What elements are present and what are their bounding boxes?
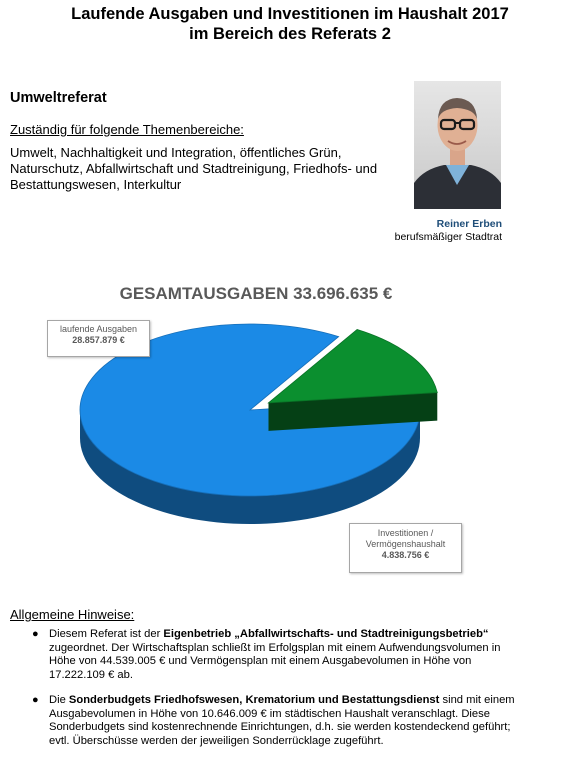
portrait-image (414, 81, 501, 209)
person-name: Reiner Erben (436, 218, 502, 230)
hint-item (32, 694, 519, 748)
responsibility-label: Zuständig für folgende Themenbereiche: (10, 122, 244, 137)
hint-text-post: sind mit einem Ausgabevolumen in Höhe von 10.646.009 € im städtischen Haushalt veranschlagt. Diese Sonderbudgets sind kostenrechnende Einrichtungen, d.h. sie werden kostendeckend geführt; evtl. Überschüsse werden der jeweiligen Sonderrücklage zugeführt. (49, 694, 515, 747)
hint-text-bold: Sonderbudgets Friedhofswesen, Krematorium und Bestattungsdienst (68, 694, 440, 706)
chart-title: GESAMTAUSGABEN 33.696.635 € (119, 284, 393, 303)
person-photo (414, 81, 501, 209)
bullet-dot: ● (32, 628, 39, 640)
callout-value-laufende: 28.857.879 € (72, 335, 125, 345)
hint-text-post: zugeordnet. Der Wirtschaftsplan schließt im Erfolgsplan mit einem Aufwendungsvolumen in Höhe von 44.539.005 € und Vermögensplan mit einem Ausgabevolumen in Höhe von 17.222.109 € ab. (49, 641, 501, 681)
hint-text-bold: Eigenbetrieb „Abfallwirtschafts- und Stadtreinigungsbetrieb“ (163, 628, 489, 640)
hints-heading: Allgemeine Hinweise: (10, 607, 135, 622)
callout-value-investitionen: 4.838.756 € (381, 550, 430, 560)
callout-investitionen (349, 523, 462, 573)
hint-item (32, 628, 519, 682)
title-line-2: im Bereich des Referats 2 (189, 25, 391, 43)
callout-laufende-ausgaben (47, 320, 150, 357)
person-role: berufsmäßiger Stadtrat (394, 231, 502, 243)
bullet-dot: ● (32, 694, 39, 706)
hint-text-pre: Diesem Referat ist der (49, 628, 164, 640)
page-title (0, 4, 580, 44)
hint-text-pre: Die (49, 694, 69, 706)
department-heading: Umweltreferat (10, 90, 107, 106)
callout-label-laufende: laufende Ausgaben (59, 324, 138, 334)
title-line-1: Laufende Ausgaben und Investitionen im Haushalt 2017 (71, 5, 509, 23)
callout-label-investitionen: Investitionen / Vermögenshaushalt (365, 528, 446, 549)
topics-text: Umwelt, Nachhaltigkeit und Integration, öffentliches Grün, Naturschutz, Abfallwirtschaft und Stadtreinigung, Friedhofs- und Bestattungswesen, Interkultur (10, 145, 378, 192)
